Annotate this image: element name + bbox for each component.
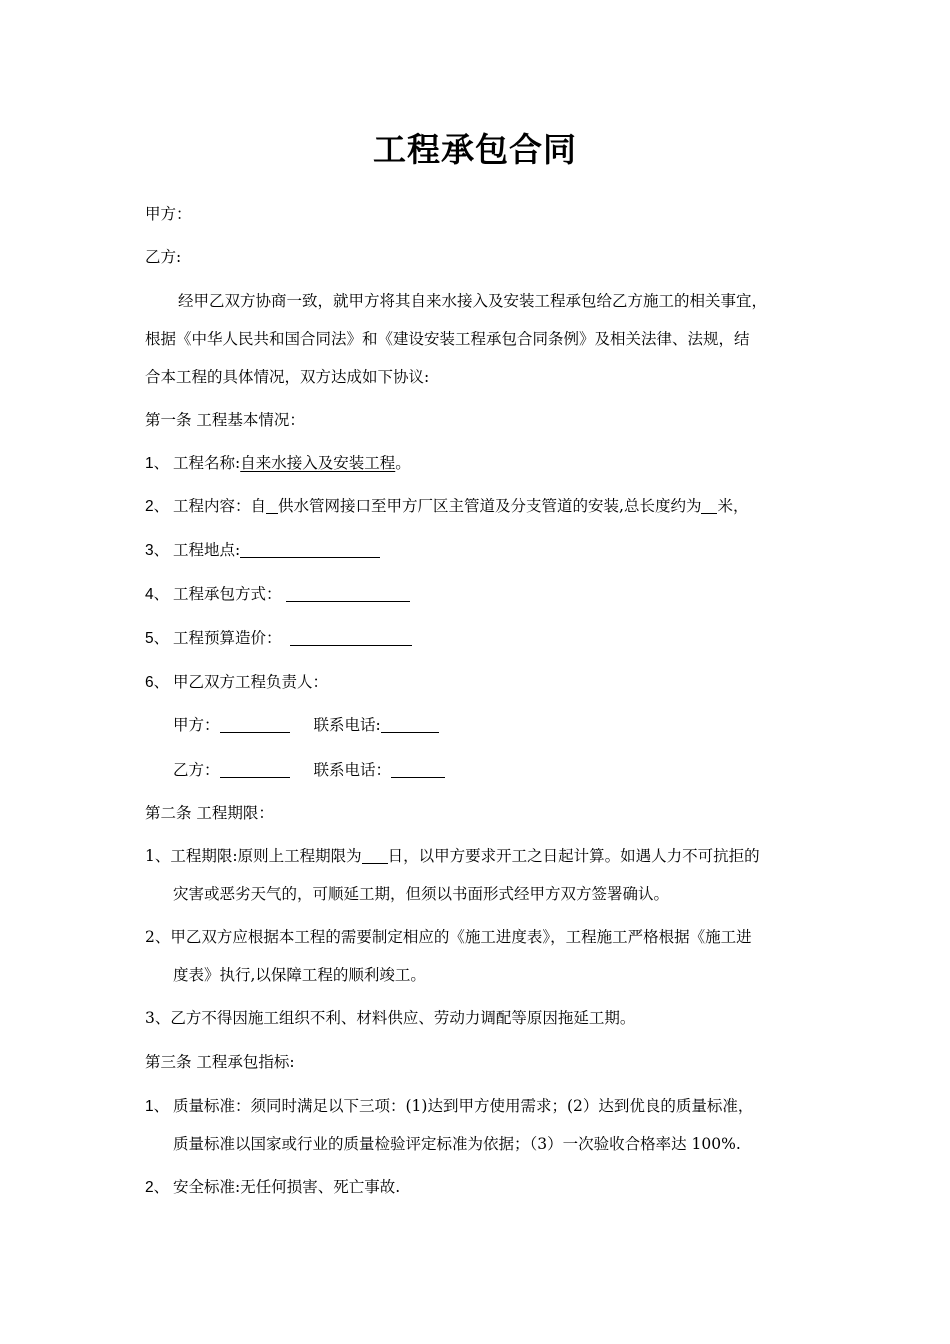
article-1-heading: 第一条 工程基本情况： xyxy=(145,411,305,429)
item-text-c: 米， xyxy=(717,497,749,515)
item-text-b: 供水管网接口至甲方厂区主管道及分支管道的安装,总长度约为 xyxy=(278,497,702,515)
document-title: 工程承包合同 xyxy=(373,130,577,169)
item-label: 工程名称: xyxy=(173,454,241,472)
article-1-item-1 xyxy=(145,452,411,475)
article-1-item-4 xyxy=(145,583,410,606)
item-number: 1、 xyxy=(145,1098,170,1115)
contact-label: 乙方： xyxy=(173,761,220,779)
blank-line xyxy=(701,497,717,514)
item-number: 6、 xyxy=(145,674,170,691)
contact-party-b xyxy=(173,759,445,781)
article-1-item-6 xyxy=(145,671,328,694)
item-label: 甲乙双方工程负责人： xyxy=(173,673,329,691)
blank-line xyxy=(240,541,380,558)
article-2-item-3: 3、乙方不得因施工组织不利、材料供应、劳动力调配等原因拖延工期。 xyxy=(145,1009,636,1027)
article-1-item-3 xyxy=(145,539,380,562)
contact-label: 甲方： xyxy=(173,716,220,734)
item-label: 工程承包方式： xyxy=(173,585,282,603)
item-number: 3、 xyxy=(145,542,170,559)
blank-line xyxy=(266,497,278,514)
item-number: 2、 xyxy=(145,1179,170,1196)
blank-line xyxy=(362,847,388,864)
item-number: 4、 xyxy=(145,586,170,603)
item-text-b: 日，以甲方要求开工之日起计算。如遇人力不可抗拒的 xyxy=(387,847,760,865)
article-3-item-2 xyxy=(145,1176,400,1199)
item-text-a: 1、工程期限:原则上工程期限为 xyxy=(145,847,362,865)
article-3-heading: 第三条 工程承包指标: xyxy=(145,1053,295,1071)
item-text-a: 工程内容：自 xyxy=(173,497,267,515)
article-3-item-1-cont: 质量标准以国家或行业的质量检验评定标准为依据；（3）一次验收合格率达 100%. xyxy=(173,1135,741,1153)
article-2-item-1 xyxy=(145,845,760,867)
item-text: 质量标准：须同时满足以下三项：(1)达到甲方使用需求；(2）达到优良的质量标准， xyxy=(173,1097,754,1115)
party-b-line: 乙方: xyxy=(145,248,182,266)
article-2-item-2-cont: 度表》执行,以保障工程的顺利竣工。 xyxy=(173,966,426,984)
article-2-item-1-cont: 灾害或恶劣天气的，可顺延工期，但须以书面形式经甲方双方签署确认。 xyxy=(173,885,670,903)
item-label: 工程地点: xyxy=(173,541,241,559)
blank-line xyxy=(381,716,439,733)
project-name-value: 自来水接入及安装工程 xyxy=(240,454,396,472)
article-3-item-1 xyxy=(145,1095,753,1118)
item-number: 1、 xyxy=(145,455,170,472)
party-a-line: 甲方： xyxy=(145,205,192,223)
blank-line xyxy=(391,761,445,778)
article-2-heading: 第二条 工程期限： xyxy=(145,804,274,822)
intro-line-1: 经甲乙双方协商一致，就甲方将其自来水接入及安装工程承包给乙方施工的相关事宜， xyxy=(178,292,768,310)
article-2-item-2: 2、甲乙双方应根据本工程的需要制定相应的《施工进度表》，工程施工严格根据《施工进 xyxy=(145,928,752,946)
intro-line-3: 合本工程的具体情况，双方达成如下协议: xyxy=(145,368,430,386)
blank-line xyxy=(220,761,290,778)
phone-label: 联系电话: xyxy=(313,716,381,734)
phone-label: 联系电话： xyxy=(313,761,392,779)
item-label: 工程预算造价： xyxy=(173,629,282,647)
article-1-item-5 xyxy=(145,627,412,650)
item-number: 2、 xyxy=(145,498,170,515)
item-number: 5、 xyxy=(145,630,170,647)
contact-party-a xyxy=(173,714,439,736)
blank-line xyxy=(286,585,410,602)
item-end: 。 xyxy=(395,454,411,472)
article-1-item-2 xyxy=(145,495,748,518)
blank-line xyxy=(290,629,412,646)
item-text: 安全标准:无任何损害、死亡事故. xyxy=(173,1178,401,1196)
intro-line-2: 根据《中华人民共和国合同法》和《建设安装工程承包合同条例》及相关法律、法规，结 xyxy=(145,330,750,348)
blank-line xyxy=(220,716,290,733)
